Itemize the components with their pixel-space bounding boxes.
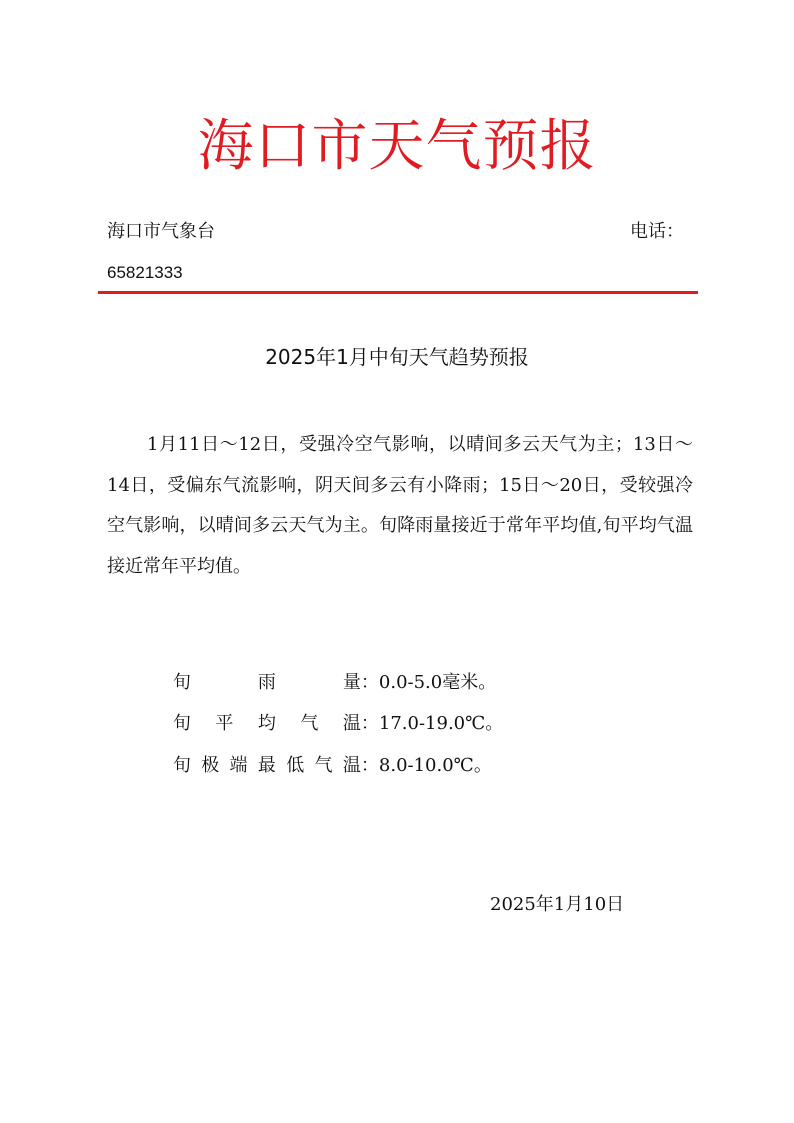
stat-colon: ： bbox=[360, 713, 379, 734]
stat-label: 旬极端最低气温 bbox=[172, 755, 361, 776]
header-divider bbox=[98, 291, 698, 294]
masthead-title: 海口市天气预报 bbox=[197, 114, 597, 179]
stat-colon: ： bbox=[360, 755, 379, 776]
stat-label: 旬平均气温 bbox=[172, 713, 361, 734]
stat-value: 17.0-19.0℃。 bbox=[378, 713, 504, 734]
phone-label: 电话： bbox=[630, 221, 684, 242]
stat-colon: ： bbox=[360, 672, 379, 693]
forecast-body: 1月11日～12日，受强冷空气影响，以晴间多云天气为主；13日～14日，受偏东气流影响，阴天间多云有小降雨；15日～20日，受较强冷空气影响，以晴间多云天气为主。旬降雨量接近于常年平均值,旬平均气温接近常年平均值。 bbox=[107, 434, 693, 577]
stat-label: 旬雨量 bbox=[172, 672, 361, 693]
issue-date: 2025年1月10日 bbox=[490, 894, 625, 915]
phone-number: 65821333 bbox=[107, 263, 183, 282]
stat-min-temperature bbox=[150, 727, 492, 805]
forecast-title: 2025年1月中旬天气趋势预报 bbox=[265, 345, 529, 369]
stat-value: 8.0-10.0℃。 bbox=[378, 755, 492, 776]
stat-value: 0.0-5.0毫米。 bbox=[378, 672, 497, 693]
organization-name: 海口市气象台 bbox=[107, 221, 215, 242]
